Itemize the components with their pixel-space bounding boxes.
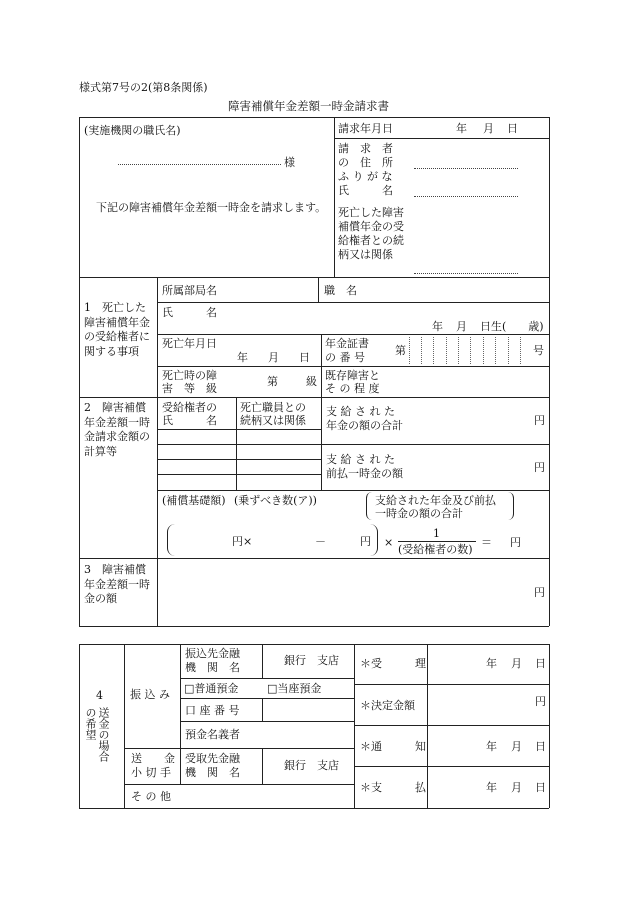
bank-suffix: 銀行 支店 [284, 654, 339, 667]
formula-times: × [384, 536, 394, 549]
section2-label: 2 障害補償年金差額一時金請求金額の計算等 [84, 401, 150, 458]
form-number: 様式第7号の2(第8条関係) [79, 81, 208, 94]
formula-fraction-bar [398, 541, 476, 542]
pension-total-label-2: 年金の額の合計 [326, 419, 403, 432]
transfer-label: 振 込 み [130, 688, 170, 701]
cert-dai: 第 [395, 344, 406, 357]
other-label: そ の 他 [131, 790, 171, 803]
claimant-label-1: 請 求 者 [338, 142, 393, 155]
formula-left-brace [167, 524, 176, 556]
grade-dai: 第 [267, 375, 278, 388]
recv-bank-label-2: 機 関 名 [185, 766, 240, 779]
formula-sum-label-1: 支給された年金及び前払 [375, 494, 496, 507]
death-nen: 年 [237, 351, 248, 364]
account-name-label: 預金名義者 [185, 728, 240, 741]
death-tsuki: 月 [268, 351, 279, 364]
notice-tsuki: 月 [511, 740, 522, 753]
formula-sum-label-2: 一時金の額の合計 [375, 507, 463, 520]
formula-result-yen: 円 [510, 536, 521, 549]
receipt-hi: 日 [535, 657, 546, 670]
payment-label: ＊支 払 [360, 781, 426, 794]
org-name-field[interactable] [118, 164, 281, 165]
section1-label: 1 死亡した障害補償年金の受給権者に関する事項 [84, 301, 150, 358]
section4-label: 送金の場合の希望 [84, 707, 110, 762]
claimant-address-field[interactable] [414, 168, 518, 169]
account-number-label: 口 座 番 号 [185, 704, 240, 717]
ordinary-deposit-checkbox[interactable]: □普通預金 [184, 682, 239, 695]
request-date-label: 請求年月日 [338, 122, 393, 135]
recv-bank-label-1: 受取先金融 [185, 752, 240, 765]
section3-yen: 円 [534, 586, 545, 599]
notice-hi: 日 [535, 740, 546, 753]
formula-yen: 円 [360, 535, 371, 548]
receipt-tsuki: 月 [511, 657, 522, 670]
recv-bank-suffix: 銀行 支店 [284, 759, 339, 772]
death-date-label: 死亡年月日 [162, 337, 217, 350]
formula-right-brace [369, 524, 378, 556]
request-text: 下記の障害補償年金差額一時金を請求します。 [96, 201, 327, 214]
request-date-nen: 年 [456, 122, 467, 135]
check-label-2: 小 切 手 [131, 766, 171, 779]
existing-label-1: 既存障害と [325, 369, 380, 382]
prepaid-label-1: 支 給 さ れ た [326, 453, 395, 466]
payment-nen: 年 [486, 781, 497, 794]
decided-amount-yen: 円 [535, 695, 546, 708]
deceased-name-label: 氏 名 [162, 306, 217, 319]
death-hi: 日 [299, 351, 310, 364]
holder-label-1: 受給権者の [162, 401, 217, 414]
grade-kyu: 級 [306, 375, 317, 388]
notice-label: ＊通 知 [360, 740, 426, 753]
prepaid-label-2: 前払一時金の額 [326, 467, 403, 480]
request-date-hi: 日 [507, 122, 518, 135]
form-title: 障害補償年金差額一時金請求書 [228, 99, 389, 113]
receipt-nen: 年 [486, 657, 497, 670]
formula-mult-label: (乗ずべき数(ア)) [234, 494, 317, 507]
birth-tsuki: 月 [456, 320, 467, 333]
receipt-label: ＊受 理 [360, 657, 426, 670]
claimant-name-field[interactable] [414, 196, 518, 197]
pension-total-label-1: 支 給 さ れ た [326, 405, 395, 418]
position-label: 職 名 [324, 284, 357, 297]
dept-label: 所属部局名 [162, 284, 217, 297]
grade-label-1: 死亡時の障 [162, 369, 217, 382]
cert-label-1: 年金証書 [325, 337, 369, 350]
check-label-1: 送 金 [131, 752, 175, 765]
prepaid-yen: 円 [534, 461, 545, 474]
section3-label: 3 障害補償年金差額一時金の額 [84, 563, 150, 605]
holder-label-2: 氏 名 [162, 414, 217, 427]
decided-amount-label: ＊決定金額 [360, 699, 415, 712]
notice-nen: 年 [486, 740, 497, 753]
claimant-label-3: ふ り が な [338, 170, 393, 183]
claimant-label-4: 氏 名 [338, 184, 393, 197]
bank-label-1: 振込先金融 [185, 647, 240, 660]
cert-label-2: の 番 号 [325, 351, 365, 364]
relation2-label-2: 続柄又は関係 [240, 414, 306, 427]
relation-field[interactable] [414, 273, 518, 274]
sama-label: 様 [284, 156, 295, 169]
payment-hi: 日 [535, 781, 546, 794]
formula-minus: － [315, 535, 326, 548]
birth-nen: 年 [432, 320, 443, 333]
request-date-tsuki: 月 [483, 122, 494, 135]
existing-label-2: そ の 程 度 [325, 382, 380, 395]
grade-label-2: 害 等 級 [162, 382, 217, 395]
section4-number: 4 [96, 689, 103, 702]
formula-denominator: (受給権者の数) [398, 543, 473, 556]
org-label: (実施機関の職氏名) [84, 124, 181, 137]
bank-label-2: 機 関 名 [185, 661, 240, 674]
cert-go: 号 [533, 344, 544, 357]
formula-numerator: 1 [433, 527, 440, 540]
birth-text: 日生( 歳) [480, 320, 544, 333]
pension-total-yen: 円 [534, 414, 545, 427]
payment-tsuki: 月 [511, 781, 522, 794]
current-deposit-checkbox[interactable]: □当座預金 [267, 682, 322, 695]
formula-equals: ＝ [481, 536, 492, 549]
formula-base-label: (補償基礎額) [162, 494, 226, 507]
claimant-label-2: の 住 所 [338, 156, 393, 169]
formula-yen-times: 円× [232, 535, 253, 548]
relation-label: 死亡した障害補償年金の受給権者との続柄又は関係 [338, 206, 404, 261]
relation2-label-1: 死亡職員との [240, 401, 306, 414]
